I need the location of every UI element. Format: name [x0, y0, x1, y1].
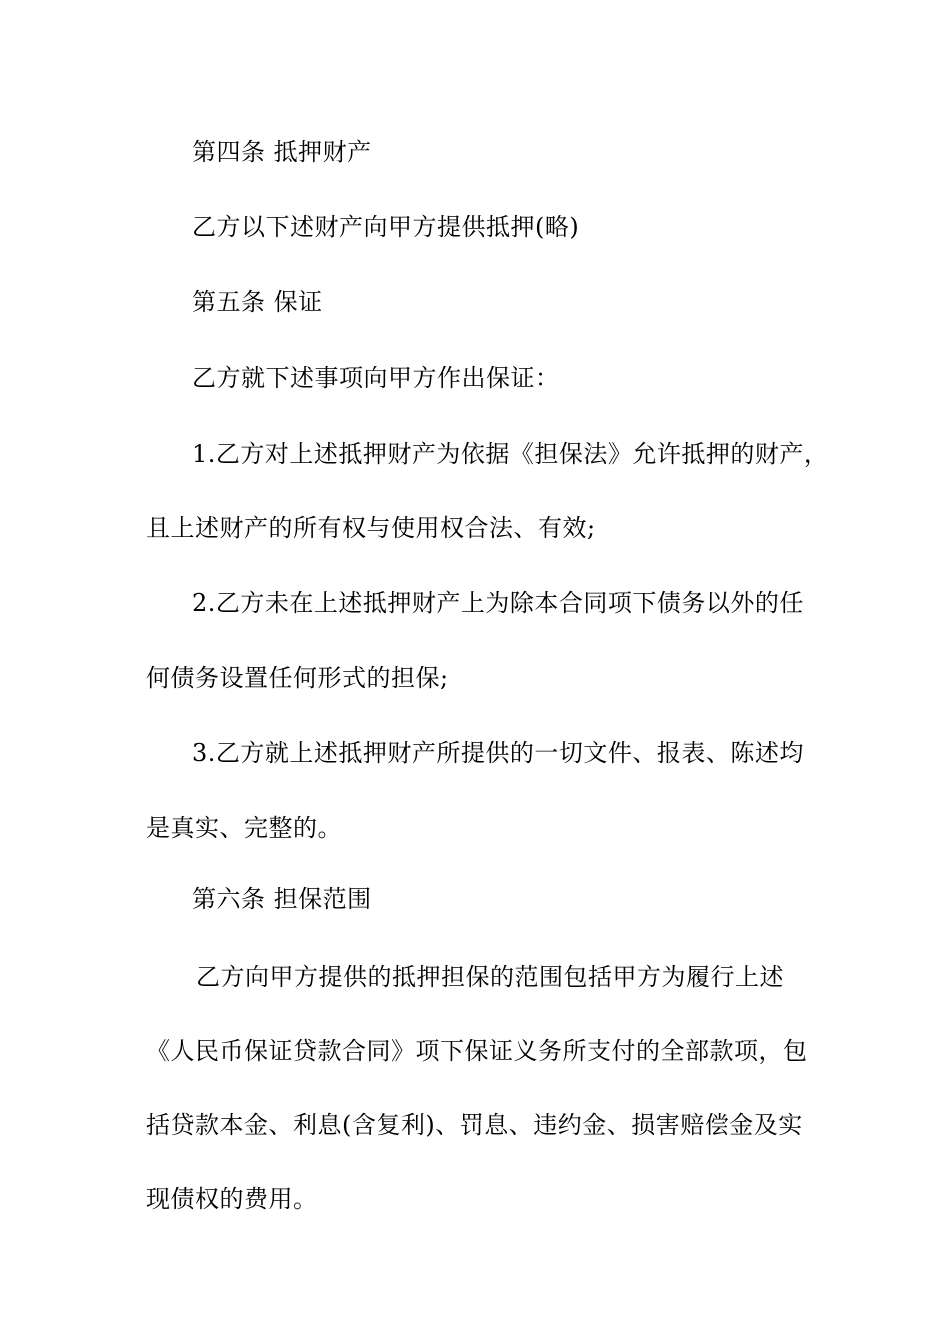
article-5-item-3-line-2: 是真实、完整的。	[146, 814, 342, 842]
article-5-item-1-line-1: 1.乙方对上述抵押财产为依据《担保法》允许抵押的财产，	[192, 440, 829, 468]
article-6-line-4: 现债权的费用。	[146, 1185, 318, 1213]
article-6-line-3: 括贷款本金、利息(含复利)、罚息、违约金、损害赔偿金及实	[146, 1111, 803, 1139]
article-4-body: 乙方以下述财产向甲方提供抵押(略)	[192, 213, 580, 241]
article-6-line-2: 《人民币保证贷款合同》项下保证义务所支付的全部款项，包	[146, 1037, 808, 1065]
article-5-item-2-line-1: 2.乙方未在上述抵押财产上为除本合同项下债务以外的任	[192, 589, 804, 617]
article-5-item-2-line-2: 何债务设置任何形式的担保;	[146, 664, 449, 692]
article-5-item-1-line-2: 且上述财产的所有权与使用权合法、有效;	[146, 514, 596, 542]
article-4-heading: 第四条 抵押财产	[192, 138, 372, 166]
article-5-heading: 第五条 保证	[192, 288, 323, 316]
article-6-heading: 第六条 担保范围	[192, 885, 372, 913]
article-5-intro: 乙方就下述事项向甲方作出保证：	[192, 364, 560, 392]
article-5-item-3-line-1: 3.乙方就上述抵押财产所提供的一切文件、报表、陈述均	[192, 739, 804, 767]
article-6-line-1: 乙方向甲方提供的抵押担保的范围包括甲方为履行上述	[196, 963, 784, 991]
